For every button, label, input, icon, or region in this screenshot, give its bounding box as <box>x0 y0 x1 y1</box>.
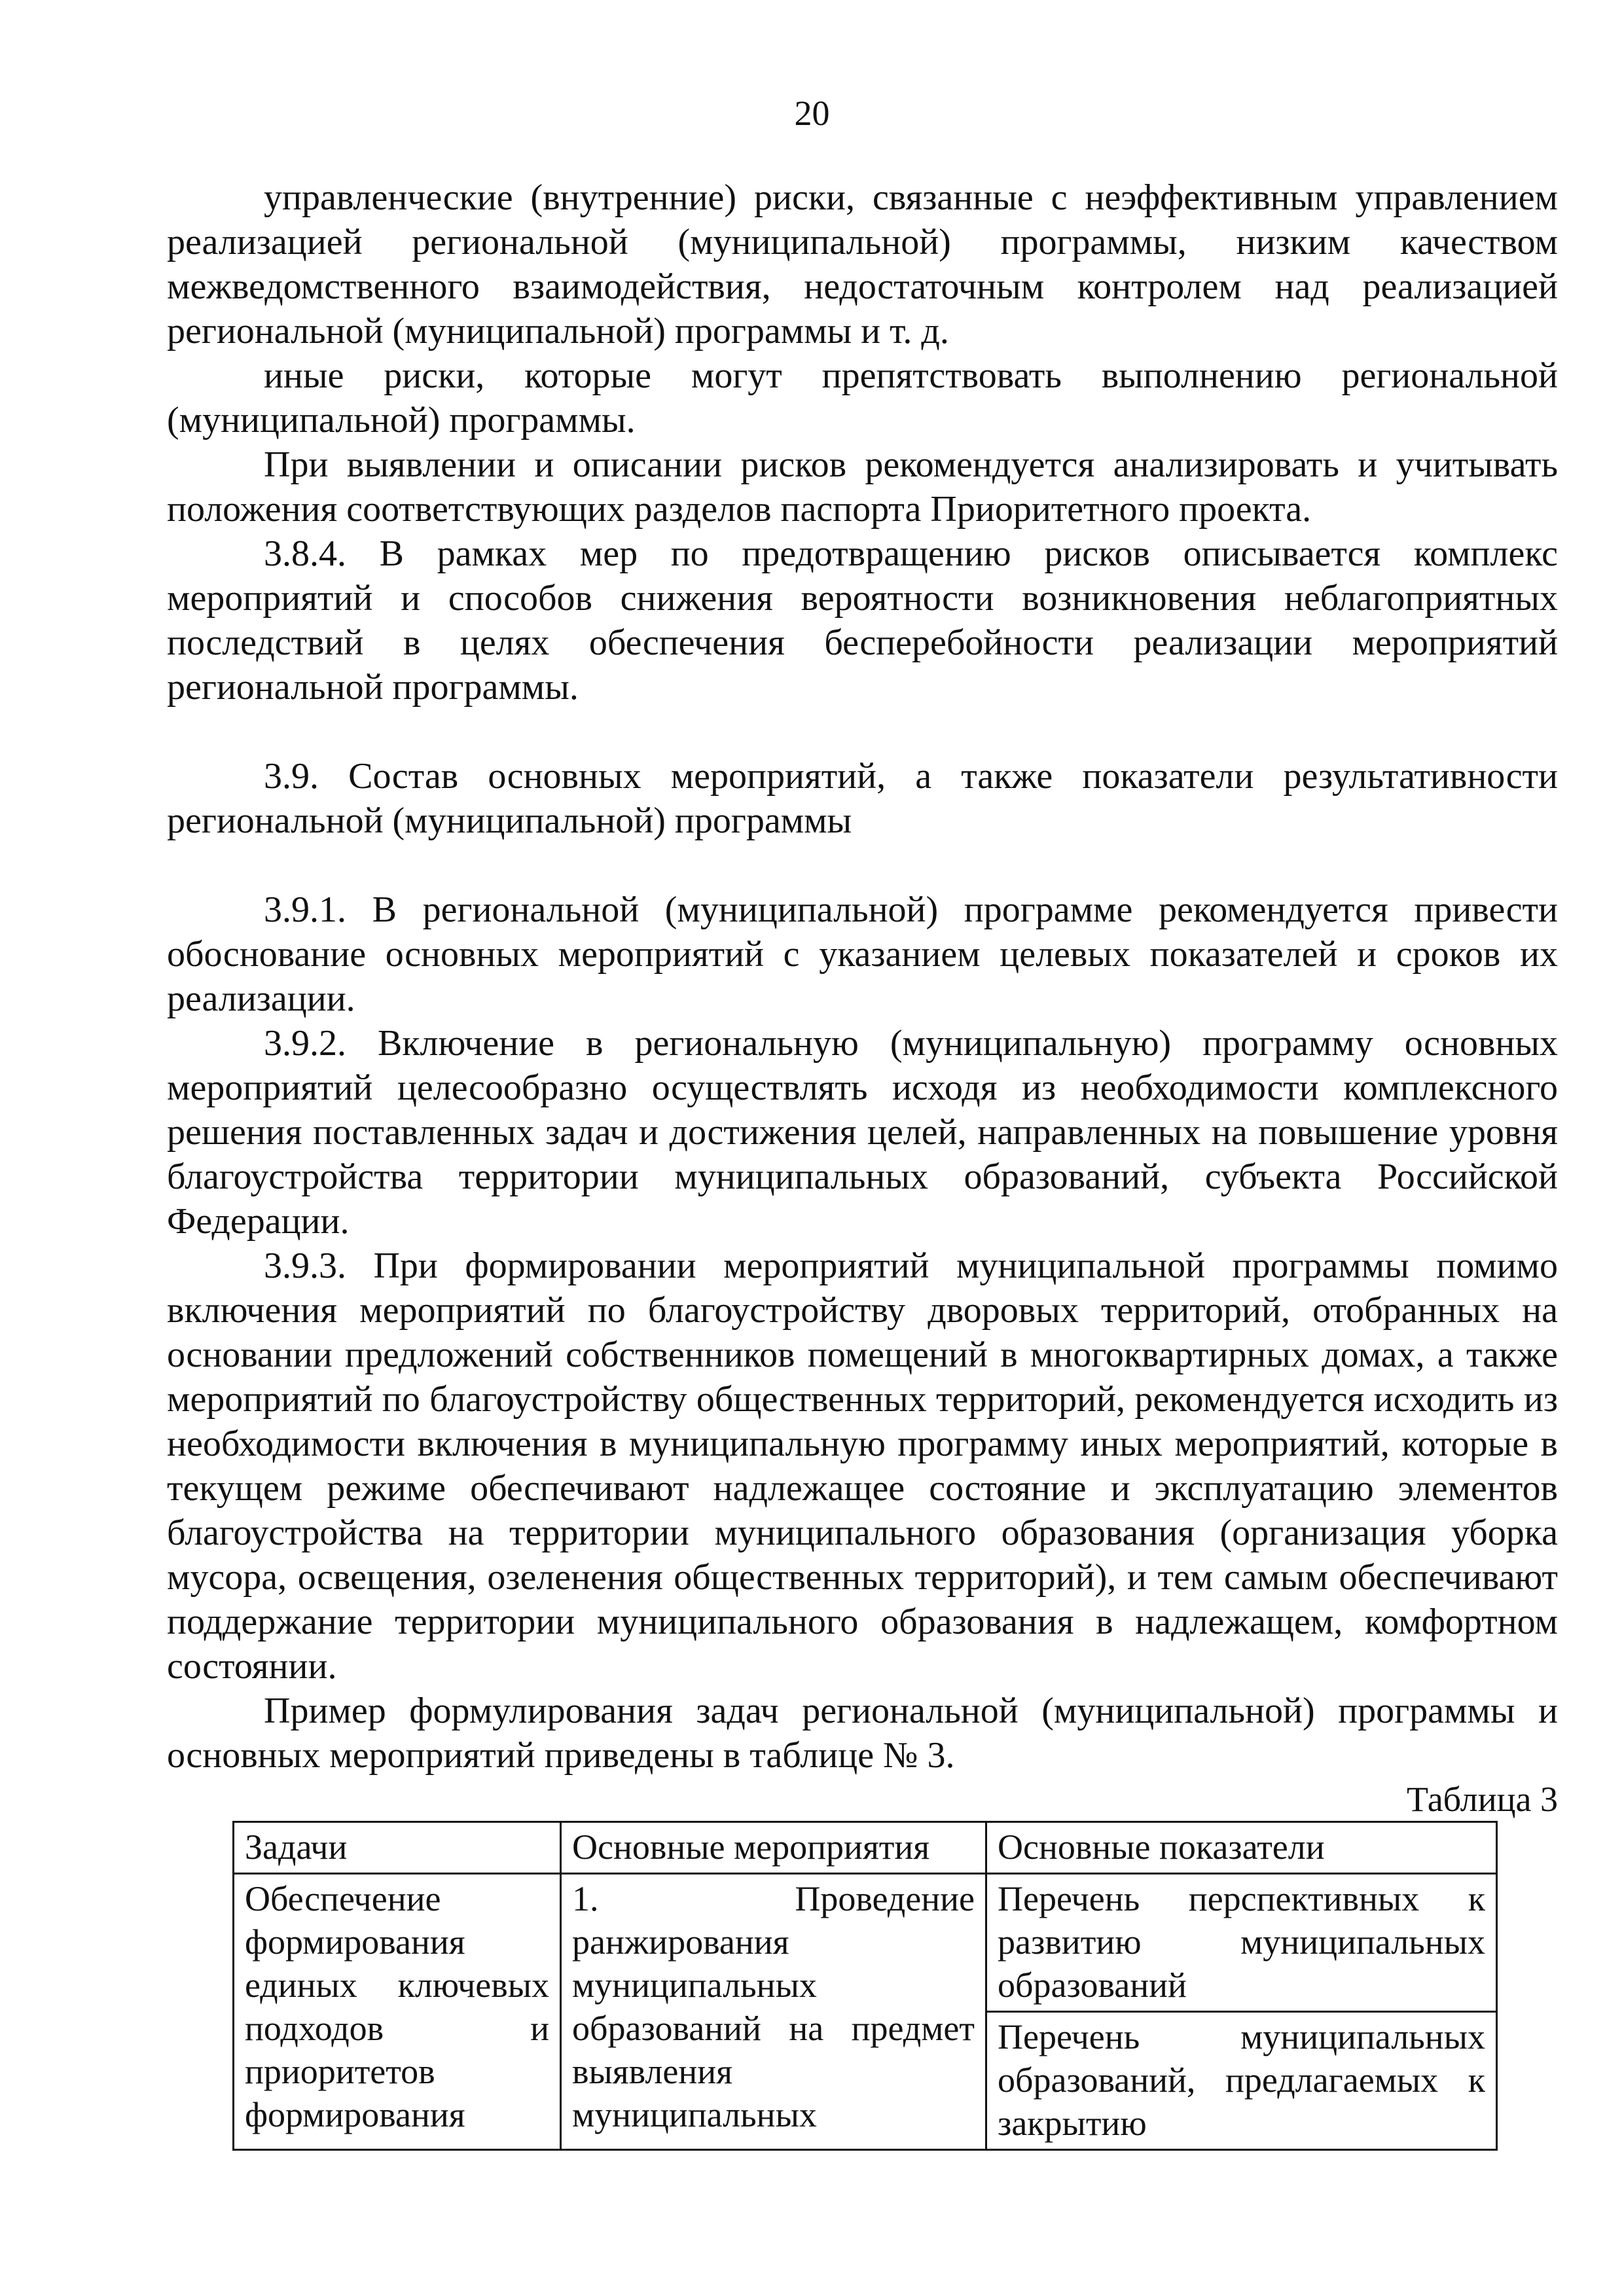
paragraph-management-risks: управленческие (внутренние) риски, связанные с неэффективным управлением реализацией региональной (муниципальной) программы, низким качеством межведомственного взаимодействия, недостаточным контролем над реализацией региональной (муниципальной) программы и т. д. <box>167 177 1558 351</box>
paragraph-table-reference: Пример формулирования задач региональной (муниципальной) программы и основных мероприятий приведены в таблице № 3. <box>167 1691 1558 1776</box>
table-header-cell: Задачи <box>234 1822 561 1874</box>
paragraph-risk-analysis: При выявлении и описании рисков рекомендуется анализировать и учитывать положения соответствующих разделов паспорта Приоритетного проекта. <box>167 444 1558 529</box>
paragraph-3-9-1: 3.9.1. В региональной (муниципальной) программе рекомендуется привести обоснование основных мероприятий с указанием целевых показателей и сроков их реализации. <box>167 889 1558 1019</box>
body-text <box>167 175 1558 2151</box>
table-header-cell: Основные мероприятия <box>561 1822 986 1874</box>
table-row <box>234 1874 1497 2012</box>
paragraph-other-risks: иные риски, которые могут препятствовать выполнению региональной (муниципальной) программы. <box>167 355 1558 440</box>
table-cell-indicator: Перечень муниципальных образований, предлагаемых к закрытию <box>986 2012 1497 2150</box>
section-heading-3-9: 3.9. Состав основных мероприятий, а также показатели результативности региональной (муниципальной) программы <box>167 756 1558 841</box>
paragraph-3-8-4: 3.8.4. В рамках мер по предотвращению рисков описывается комплекс мероприятий и способов снижения вероятности возникновения неблагоприятных последствий в целях обеспечения бесперебойности реализации мероприятий региональной программы. <box>167 533 1558 708</box>
table-cell-activity: 1. Проведение ранжирования муниципальных образований на предмет выявления муниципальных <box>561 1874 986 2150</box>
table-cell-indicator: Перечень перспективных к развитию муниципальных образований <box>986 1874 1497 2012</box>
paragraph-3-9-2: 3.9.2. Включение в региональную (муниципальную) программу основных мероприятий целесообразно осуществлять исходя из необходимости комплексного решения поставленных задач и достижения целей, направленных на повышение уровня благоустройства территории муниципальных образований, субъекта Российской Федерации. <box>167 1023 1558 1242</box>
paragraph-3-9-3: 3.9.3. При формировании мероприятий муниципальной программы помимо включения мероприятий по благоустройству дворовых территорий, отобранных на основании предложений собственников помещений в многоквартирных домах, а также мероприятий по благоустройству общественных территорий, рекомендуется исходить из необходимости включения в муниципальную программу иных мероприятий, которые в текущем режиме обеспечивают надлежащее состояние и эксплуатацию элементов благоустройства на территории муниципального образования (организация уборка мусора, освещения, озеленения общественных территорий), и тем самым обеспечивают поддержание территории муниципального образования в надлежащем, комфортном состоянии. <box>167 1246 1558 1687</box>
table-caption: Таблица 3 <box>1407 1780 1558 1819</box>
table-cell-task: Обеспечение формирования единых ключевых подходов и приоритетов формирования <box>234 1874 561 2150</box>
tasks-table <box>232 1821 1498 2151</box>
page-number: 20 <box>794 94 830 133</box>
table-header-row <box>234 1822 1497 1874</box>
table-header-cell: Основные показатели <box>986 1822 1497 1874</box>
